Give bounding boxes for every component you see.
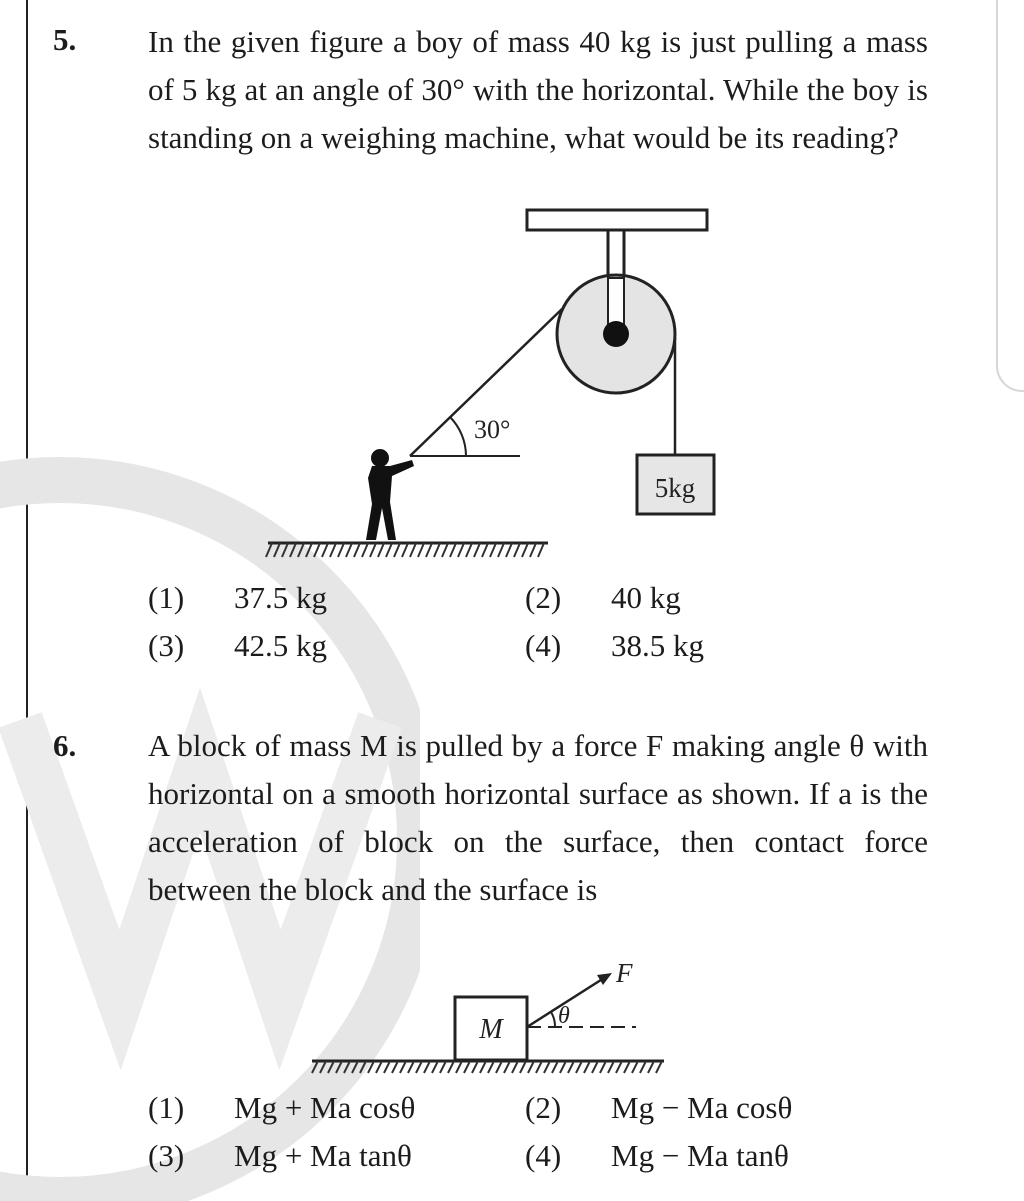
force-label: F [616, 958, 633, 988]
q6-option-1-number: (1) [148, 1090, 185, 1125]
block-label: M [479, 1014, 503, 1045]
surface-hatch [312, 1061, 662, 1073]
question-5-text: In the given figure a boy of mass 40 kg is just pulling a mass of 5 kg at an angle of 30° with the horizontal. While the boy is standing on a weighing machine, what would be its reading? [148, 24, 928, 155]
angle-label: 30° [474, 415, 511, 444]
ground-hatch [266, 543, 544, 557]
q5-option-3[interactable] [148, 628, 327, 664]
q5-option-4-number: (4) [525, 628, 562, 663]
q5-option-1[interactable] [148, 580, 327, 616]
q5-option-1-number: (1) [148, 580, 185, 615]
q5-option-4[interactable] [525, 628, 704, 664]
question-5-number: 5. [53, 22, 77, 57]
q5-option-4-text: 38.5 kg [611, 628, 704, 663]
question-5-figure [0, 0, 1024, 580]
q5-option-3-text: 42.5 kg [234, 628, 327, 663]
pulley-bracket [608, 278, 624, 328]
question-6-text: A block of mass M is pulled by a force F making angle θ with horizontal on a smooth horizontal surface as shown. If a is the acceleration of block on the surface, then contact force between the block and the surface is [148, 728, 928, 907]
q6-option-2-text: Mg − Ma cosθ [611, 1090, 793, 1125]
force-arrowhead [597, 973, 612, 985]
q6-option-1-text: Mg + Ma cosθ [234, 1090, 416, 1125]
q6-option-4-text: Mg − Ma tanθ [611, 1138, 789, 1173]
q6-option-2[interactable] [525, 1090, 792, 1126]
boy-silhouette [366, 449, 414, 540]
q6-option-2-number: (2) [525, 1090, 562, 1125]
q6-option-1[interactable] [148, 1090, 415, 1126]
q5-option-2-number: (2) [525, 580, 562, 615]
q6-option-4-number: (4) [525, 1138, 562, 1173]
ceiling-support [527, 210, 707, 230]
q5-option-1-text: 37.5 kg [234, 580, 327, 615]
pulley-axle [603, 321, 629, 347]
q5-option-2-text: 40 kg [611, 580, 681, 615]
q5-option-2[interactable] [525, 580, 681, 616]
q6-option-3-number: (3) [148, 1138, 185, 1173]
question-6-number: 6. [53, 728, 77, 763]
theta-label: θ [558, 1003, 570, 1029]
q6-option-4[interactable] [525, 1138, 789, 1174]
q6-option-3-text: Mg + Ma tanθ [234, 1138, 412, 1173]
angle-arc [450, 417, 466, 456]
theta-arc [551, 1012, 555, 1027]
mass-label: 5kg [654, 473, 696, 503]
q5-option-3-number: (3) [148, 628, 185, 663]
question-6-figure [0, 940, 1024, 1090]
q6-option-3[interactable] [148, 1138, 412, 1174]
